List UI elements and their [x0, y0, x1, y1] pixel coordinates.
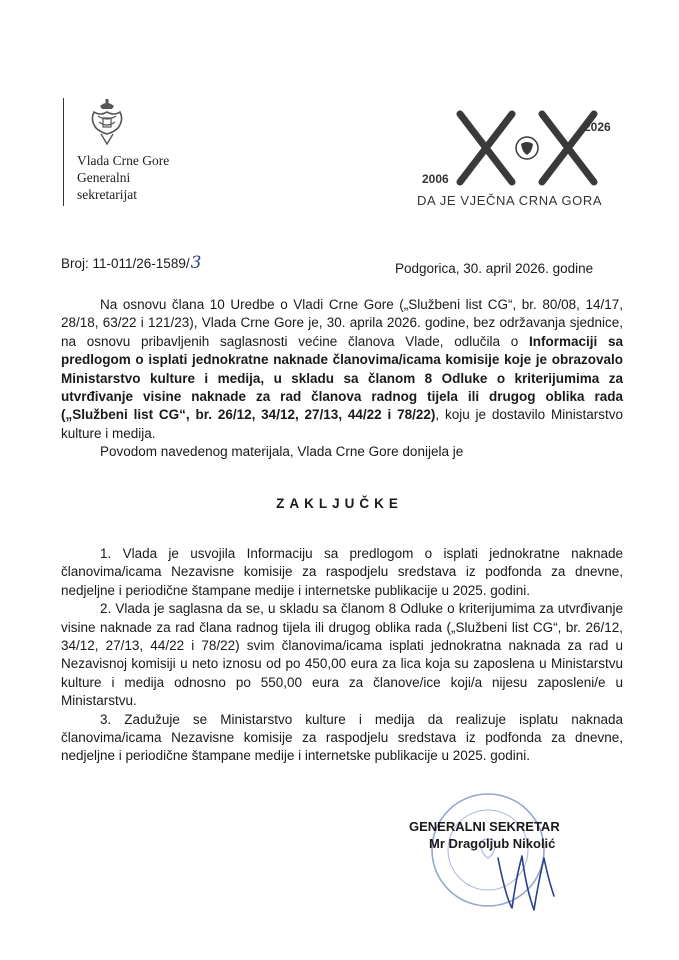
conclusion-item-3: 3. Zadužuje se Ministarstvo kulture i medija da realizuje isplatu naknada članovima/icama Nezavisne komisije za raspodjelu sredstava iz podfonda za dnevne, nedjeljne i periodične štampane medije i internetske publikacije u 2025. godini. — [61, 711, 623, 764]
conclusion-item-2: 2. Vlada je saglasna da se, u skladu sa članom 8 Odluke o kriterijumima za utvrđivanje visine naknade za rad člana radnog tijela ili drugog oblika rada („Službeni list CG“, br. 26/12, 34/12, 27/13, 44/22 i 78/22) svim članovima/icama isplati jednokratna naknada za rad u Nezavisnoj komisiji u neto iznosu od po 450,00 eura za lica koja su zaposlena u Ministarstvu kulture i medija odnosno po 550,00 eura za članove/ice koji/a nijesu zaposleni/e u Ministarstvu. — [61, 601, 623, 709]
anniversary-end-year: 2026 — [584, 120, 611, 134]
government-name: Vlada Crne Gore — [77, 153, 170, 168]
signatory-title: GENERALNI SEKRETAR — [409, 819, 560, 834]
anniversary-slogan: DA JE VJEČNA CRNA GORA — [417, 193, 603, 208]
signatory-name: Mr Dragoljub Nikolić — [429, 836, 556, 851]
intro-text-1: Na osnovu člana 10 Uredbe o Vladi Crne Gore („Službeni list CG“, br. 80/08, 14/17, 28/18, 63/22 i 121/23), Vlada Crne Gore je, 30. aprila 2026. godine, bez održavanja sjednice, na osnovu pribavljenih saglasnosti većine članova Vlade, odlučila o — [61, 297, 623, 349]
handwritten-signature — [490, 838, 570, 918]
conclusions-list — [61, 545, 623, 766]
document-number-handwritten: 3 — [190, 253, 202, 273]
coat-of-arms-icon — [88, 98, 126, 146]
department-line-2: sekretarijat — [77, 187, 137, 202]
intro-paragraph — [61, 296, 623, 462]
anniversary-start-year: 2006 — [422, 172, 449, 186]
conclusion-item-1: 1. Vlada je usvojila Informaciju sa predlogom o isplati jednokratne naknade članovima/icama Nezavisne komisije za raspodjelu sredstava iz podfonda za dnevne, nedjeljne i periodične štampane medije i internetske publikacije u 2025. godini. — [61, 546, 623, 598]
intro-bold-subject: Informaciji sa predlogom o isplati jednokratne naknade članovima/icama komisije koje je obrazovalo Ministarstvo kulture i medija, u skladu sa članom 8 Odluke o kriterijumima za utvrđivanje visine naknade za rad članova radnog tijela ili drugog oblika rada („Službeni list CG“, br. 26/12, 34/12, 27/13, 44/22 i 78/22) — [61, 333, 623, 423]
document-number — [61, 253, 201, 273]
document-number-label: Broj: 11-011/26-1589/ — [61, 256, 190, 271]
conclusions-heading: ZAKLJUČKE — [276, 496, 403, 511]
intro-conclusion-line: Povodom navedenog materijala, Vlada Crne Gore donijela je — [100, 444, 464, 460]
intro-text-2: , koju je dostavilo Ministarstvo kulture i medija. — [61, 407, 624, 441]
header-divider — [63, 98, 64, 206]
department-line-1: Generalni — [77, 170, 131, 185]
place-date: Podgorica, 30. april 2026. godine — [395, 261, 594, 276]
